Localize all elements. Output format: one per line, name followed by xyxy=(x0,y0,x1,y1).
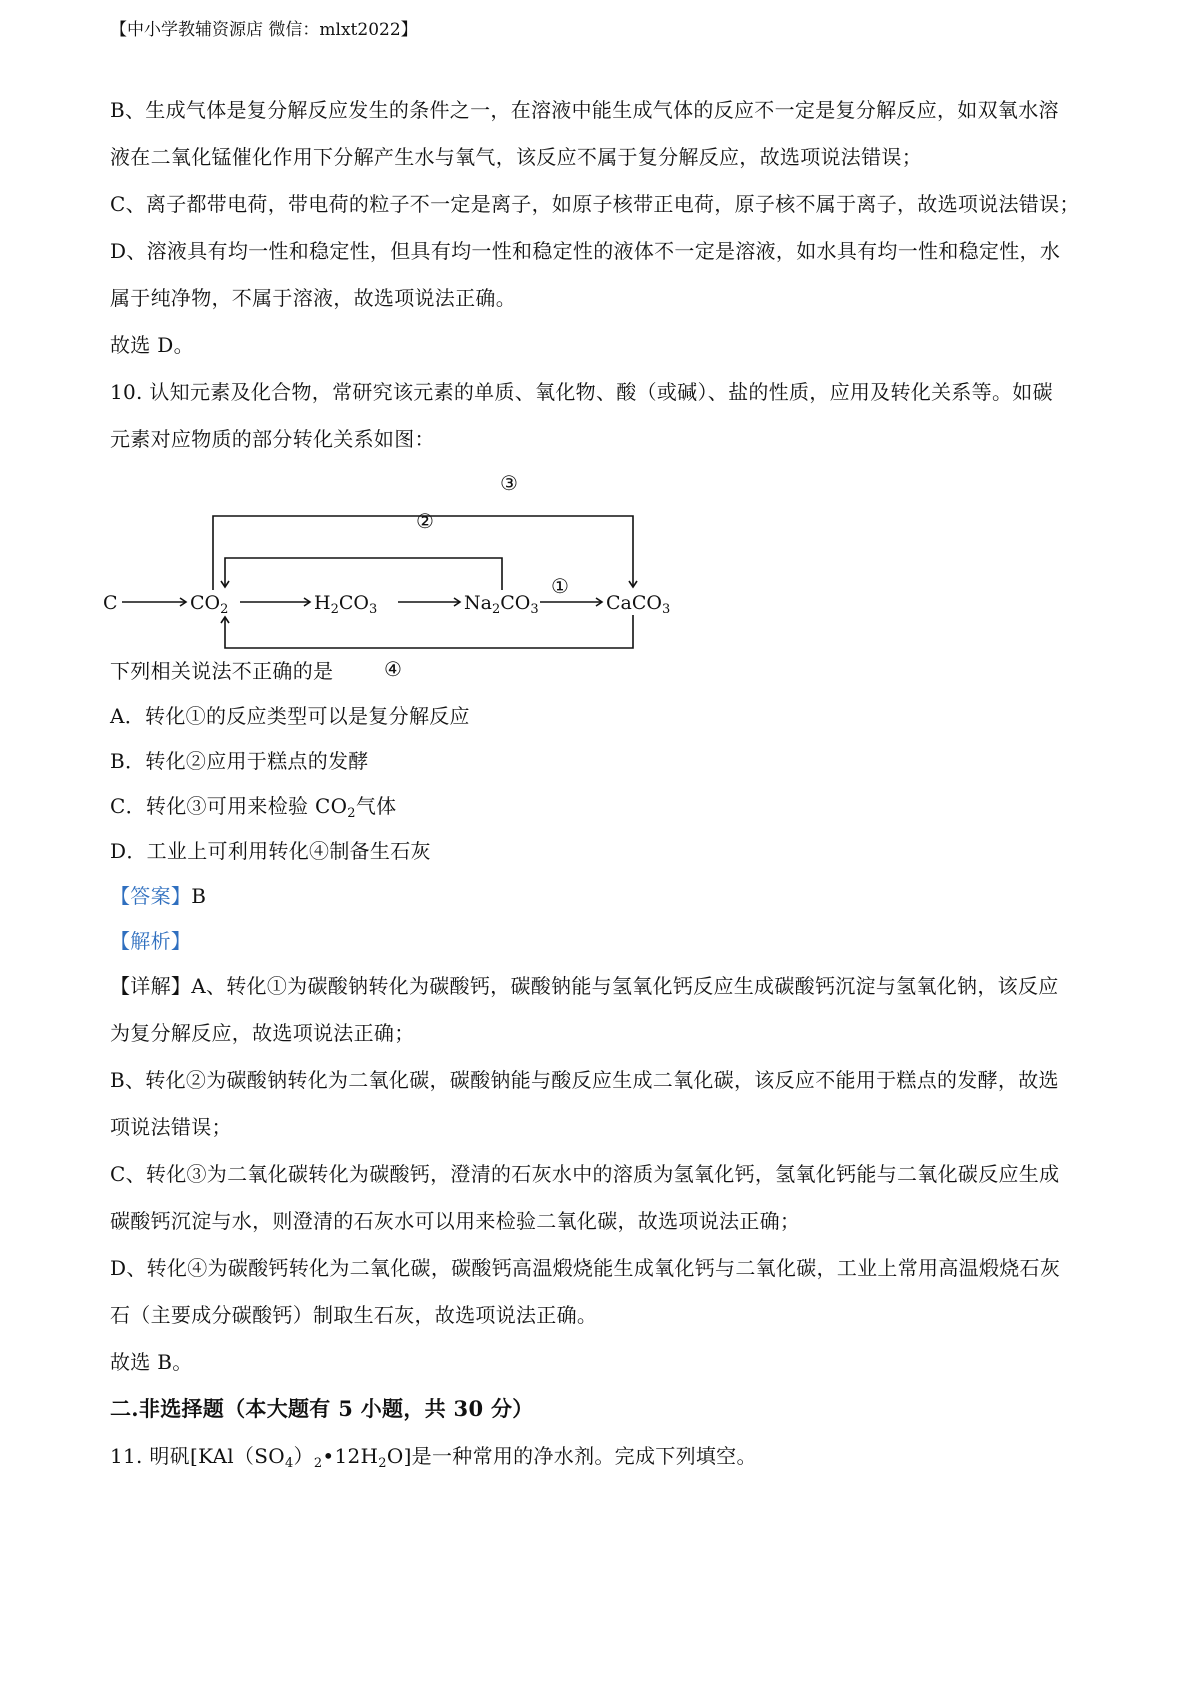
route-3-label: ③ xyxy=(500,471,518,495)
page-header: 【中小学教辅资源店 微信：mlxt2022】 xyxy=(110,20,418,40)
prev-option-b-line2: 液在二氧化锰催化作用下分解产生水与氧气，该反应不属于复分解反应，故选项说法错误； xyxy=(110,145,922,169)
q10-final-answer: 故选 B。 xyxy=(110,1350,193,1374)
route-2-line xyxy=(225,558,502,590)
detail-b-line2: 项说法错误； xyxy=(110,1115,232,1139)
detail-d-line1: D、转化④为碳酸钙转化为二氧化碳，碳酸钙高温煅烧能生成氧化钙与二氧化碳，工业上常用高温煅烧石灰 xyxy=(110,1256,1061,1280)
label-caco3: CaCO$_3$ xyxy=(606,592,671,617)
detail-b-line1: B、转化②为碳酸钠转化为二氧化碳，碳酸钠能与酸反应生成二氧化碳，该反应不能用于糕点的发酵，故选 xyxy=(110,1068,1059,1092)
route-4-line xyxy=(225,615,633,648)
detail-a-line2: 为复分解反应，故选项说法正确； xyxy=(110,1021,415,1045)
label-c: C xyxy=(103,592,118,614)
q11-stem: 11. 明矾$[KAl(SO_4)_2•12H_2O]$是一种常用的净水剂。完成下列填空。 xyxy=(110,1444,757,1471)
prev-option-d-line2: 属于纯净物，不属于溶液，故选项说法正确。 xyxy=(110,286,516,310)
carbon-conversion-diagram xyxy=(100,470,720,685)
answer-tag: 【答案】 xyxy=(110,884,192,908)
prev-option-c-line1: C、离子都带电荷，带电荷的粒子不一定是离子，如原子核带正电荷，原子核不属于离子，故选项说法错误； xyxy=(110,192,1080,216)
label-co2: $CO_2$ xyxy=(190,592,229,617)
prev-option-b-line1: B、生成气体是复分解反应发生的条件之一，在溶液中能生成气体的反应不一定是复分解反应，如双氧水溶 xyxy=(110,98,1059,122)
label-h2co3: $H_2CO_3$ xyxy=(314,592,378,617)
detail-c-line2: 碳酸钙沉淀与水，则澄清的石灰水可以用来检验二氧化碳，故选项说法正确； xyxy=(110,1209,801,1233)
detail-a-line1: 【详解】A、转化①为碳酸钠转化为碳酸钙，碳酸钠能与氢氧化钙反应生成碳酸钙沉淀与氢氧化钠，该反应 xyxy=(110,974,1059,998)
q10-prompt: 下列相关说法不正确的是 xyxy=(110,659,334,683)
analysis-tag: 【解析】 xyxy=(110,929,192,953)
q10-answer: 【答案】B xyxy=(110,884,207,908)
section-2-title: 二.非选择题（本大题有 5 小题，共 30 分） xyxy=(110,1396,534,1421)
q10-stem-line1: 10. 认知元素及化合物，常研究该元素的单质、氧化物、酸（或碱）、盐的性质，应用及转化关系等。如碳 xyxy=(110,380,1053,404)
prev-option-d-line1: D、溶液具有均一性和稳定性，但具有均一性和稳定性的液体不一定是溶液，如水具有均一性和稳定性，水 xyxy=(110,239,1061,263)
route-4-label: ④ xyxy=(384,657,402,681)
q10-stem-line2: 元素对应物质的部分转化关系如图： xyxy=(110,427,435,451)
route-2-label: ② xyxy=(416,509,434,533)
prev-answer: 故选 D。 xyxy=(110,333,194,357)
q10-option-a: A．转化①的反应类型可以是复分解反应 xyxy=(110,704,470,728)
q10-option-d: D．工业上可利用转化④制备生石灰 xyxy=(110,839,431,863)
q10-option-c: C．转化③可用来检验 $CO_2$气体 xyxy=(110,794,397,821)
detail-d-line2: 石（主要成分碳酸钙）制取生石灰，故选项说法正确。 xyxy=(110,1303,598,1327)
label-na2co3: $Na_2CO_3$ xyxy=(464,592,539,617)
q10-option-b: B．转化②应用于糕点的发酵 xyxy=(110,749,369,773)
route-1-label: ① xyxy=(551,574,569,598)
detail-c-line1: C、转化③为二氧化碳转化为碳酸钙，澄清的石灰水中的溶质为氢氧化钙，氢氧化钙能与二氧化碳反应生成 xyxy=(110,1162,1060,1186)
